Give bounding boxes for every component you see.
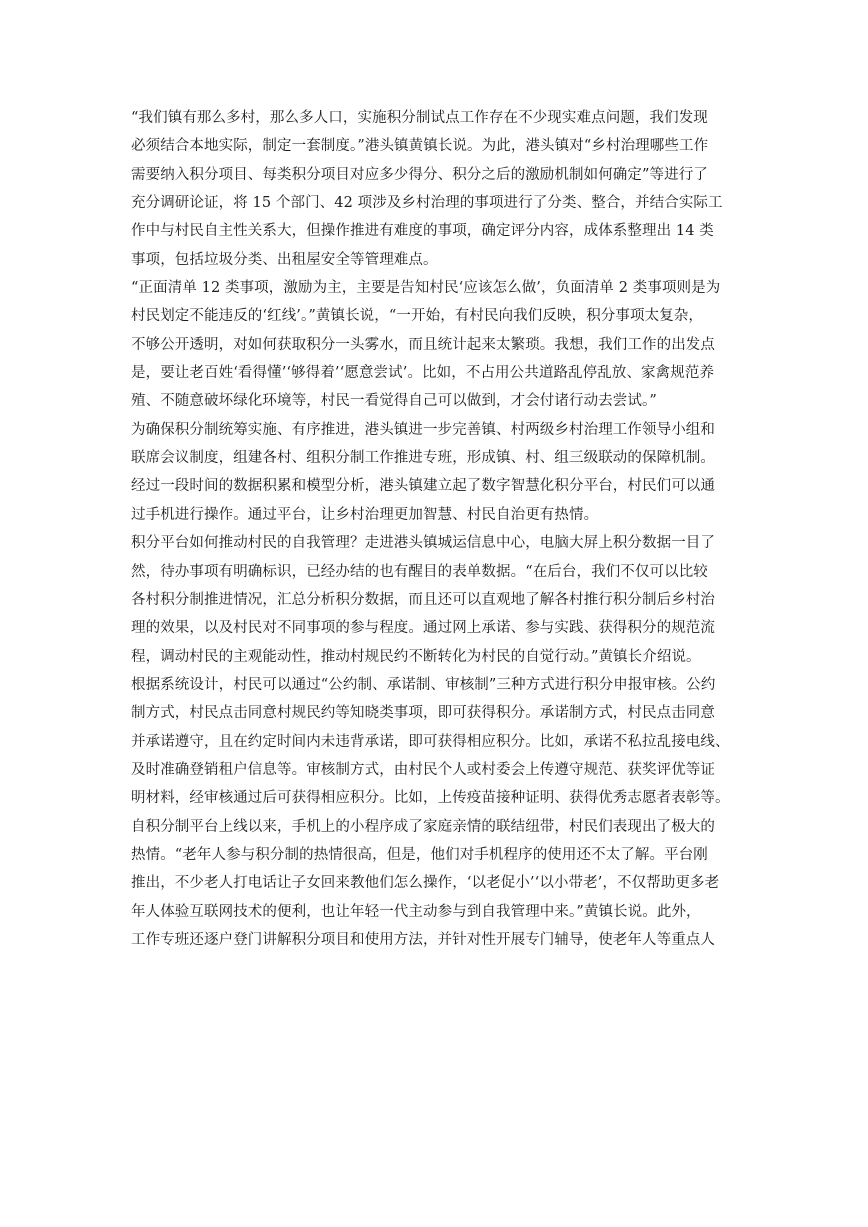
text-line: 自积分制平台上线以来，手机上的小程序成了家庭亲情的联结纽带，村民们表现出了极大的 (131, 818, 715, 835)
text-line: 积分平台如何推动村民的自我管理？走进港头镇城运信息中心，电脑大屏上积分数据一目了 (131, 535, 715, 552)
text-line: 必须结合本地实际，制定一套制度。”港头镇黄镇长说。为此，港头镇对“乡村治理哪些工作 (131, 138, 709, 155)
text-line: “我们镇有那么多村，那么多人口，实施积分制试点工作存在不少现实难点问题，我们发现 (131, 110, 708, 126)
text-line: 程，调动村民的主观能动性，推动村规民约不断转化为村民的自觉行动。”黄镇长介绍说。 (131, 648, 701, 665)
text-line: 根据系统设计，村民可以通过“公约制、承诺制、审核制”三种方式进行积分申报审核。公约 (131, 676, 716, 693)
text-line: 年人体验互联网技术的便利，也让年轻一代主动参与到自我管理中来。”黄镇长说。此外， (131, 903, 701, 920)
text-line: 过手机进行操作。通过平台，让乡村治理更加智慧、村民自治更有热情。 (131, 506, 599, 523)
text-line: 理的效果，以及村民对不同事项的参与程度。通过网上承诺、参与实践、获得积分的规范流 (131, 620, 715, 637)
text-line: 需要纳入积分项目、每类积分项目对应多少得分、积分之后的激励机制如何确定”等进行了 (131, 166, 708, 183)
text-line: 制方式，村民点击同意村规民约等知晓类事项，即可获得积分。承诺制方式，村民点击同意 (131, 705, 715, 722)
text-line: 工作专班还逐户登门讲解积分项目和使用方法，并针对性开展专门辅导，使老年人等重点人 (131, 931, 715, 948)
text-line: 及时准确登销租户信息等。审核制方式，由村民个人或村委会上传遵守规范、获奖评优等证 (131, 761, 715, 778)
text-line: 充分调研论证，将 15 个部门、42 项涉及乡村治理的事项进行了分类、整合，并结合实际工 (131, 195, 723, 212)
text-line: 热情。“老年人参与积分制的热情很高，但是，他们对手机程序的使用还不太了解。平台刚 (131, 846, 708, 863)
text-line: 村民划定不能违反的‘红线’。”黄镇长说，“一开始，有村民向我们反映，积分事项太复杂， (131, 308, 703, 325)
text-line: 联席会议制度，组建各村、组积分制工作推进专班，形成镇、村、组三级联动的保障机制。 (131, 450, 715, 467)
text-line: 各村积分制推进情况，汇总分析积分数据，而且还可以直观地了解各村推行积分制后乡村治 (131, 591, 715, 608)
text-line: 并承诺遵守，且在约定时间内未违背承诺，即可获得相应积分。比如，承诺不私拉乱接电线、 (131, 733, 730, 750)
text-line: 是，要让老百姓‘看得懂’‘够得着’‘愿意尝试’。比如，不占用公共道路乱停乱放、家禽规范养 (131, 365, 715, 382)
text-line: 殖、不随意破坏绿化环境等，村民一看觉得自己可以做到，才会付诸行动去尝试。” (131, 393, 657, 410)
text-line: 明材料，经审核通过后可获得相应积分。比如，上传疫苗接种证明、获得优秀志愿者表彰等。 (131, 790, 730, 807)
text-line: 为确保积分制统筹实施、有序推进，港头镇进一步完善镇、村两级乡村治理工作领导小组和 (131, 421, 715, 438)
text-line: 然，待办事项有明确标识，已经办结的也有醒目的表单数据。“在后台，我们不仅可以比较 (131, 563, 708, 580)
text-line: 推出，不少老人打电话让子女回来教他们怎么操作，‘以老促小’‘以小带老’，不仅帮助更多老 (131, 875, 720, 892)
text-line: 事项，包括垃圾分类、出租屋安全等管理难点。 (131, 251, 438, 268)
text-line: 不够公开透明，对如何获取积分一头雾水，而且统计起来太繁琐。我想，我们工作的出发点 (131, 336, 715, 353)
text-line: 经过一段时间的数据积累和模型分析，港头镇建立起了数字智慧化积分平台，村民们可以通 (131, 478, 715, 495)
text-line: “正面清单 12 类事项，激励为主，主要是告知村民‘应该怎么做’，负面清单 2 类事项则是为 (131, 280, 721, 297)
article-body (131, 104, 791, 954)
text-line: 作中与村民自主性关系大，但操作推进有难度的事项，确定评分内容，成体系整理出 14 类 (131, 223, 714, 240)
